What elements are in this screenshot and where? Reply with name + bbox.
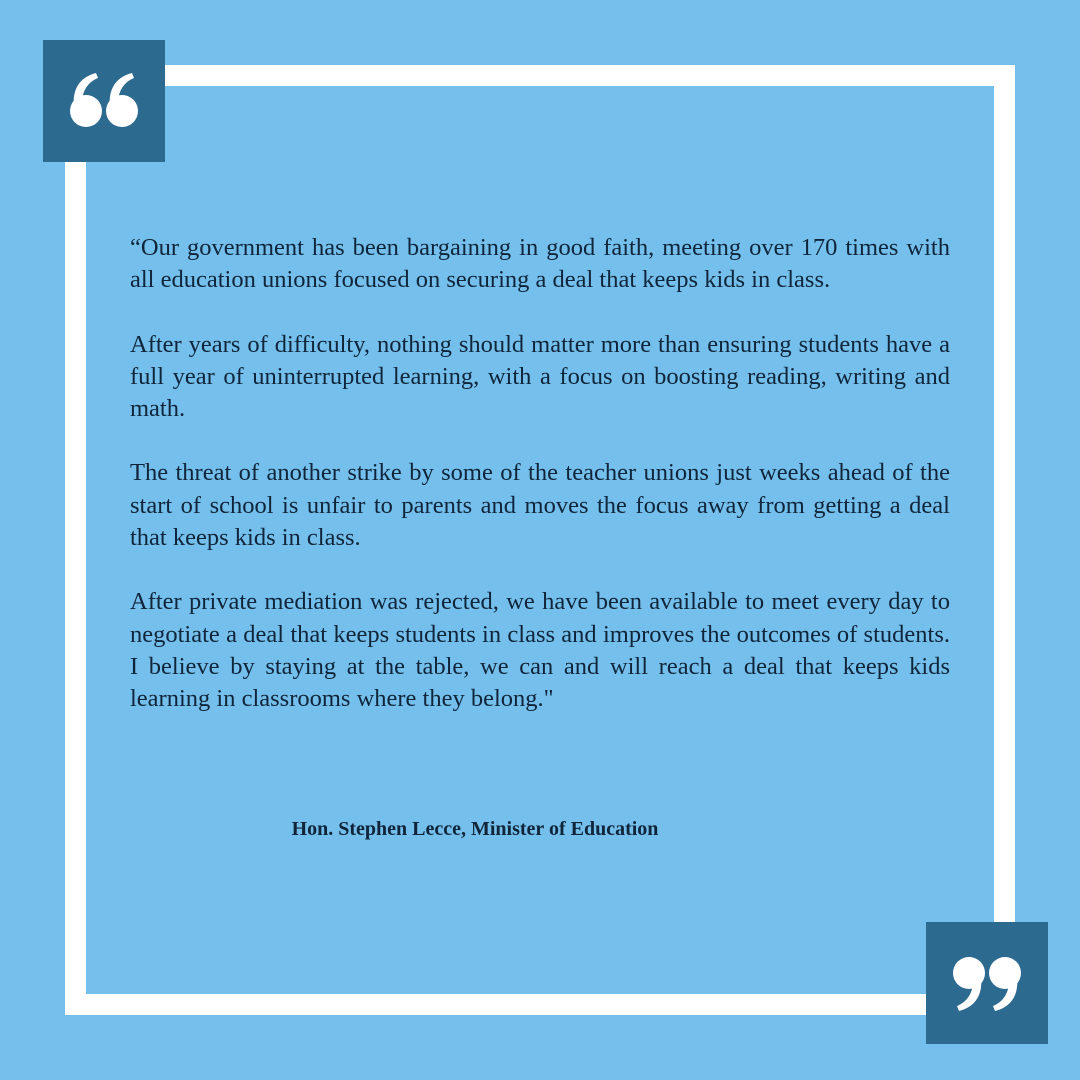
quote-paragraph-1: “Our government has been bargaining in good faith, meeting over 170 times with all education unions focused on securing a deal that keeps kids in class.	[130, 234, 950, 294]
attribution: Hon. Stephen Lecce, Minister of Education	[291, 818, 659, 840]
quote-paragraph-2: After years of difficulty, nothing should matter more than ensuring students have a full year of uninterrupted learning, with a focus on boosting reading, writing and math.	[130, 330, 950, 423]
quote-paragraph-4: After private mediation was rejected, we have been available to meet every day to negotiate a deal that keeps students in class and improves the outcomes of students. I believe by staying at the table, we can and will reach a deal that keeps kids learning in classrooms where they belong."	[130, 588, 950, 713]
close-quote-icon	[951, 955, 1023, 1011]
quote-body	[130, 232, 950, 716]
quote-paragraph-3: The threat of another strike by some of the teacher unions just weeks ahead of the start of school is unfair to parents and moves the focus away from getting a deal that keeps kids in class.	[130, 459, 950, 552]
close-quote-badge	[926, 922, 1048, 1044]
open-quote-badge	[43, 40, 165, 162]
open-quote-icon	[68, 73, 140, 129]
